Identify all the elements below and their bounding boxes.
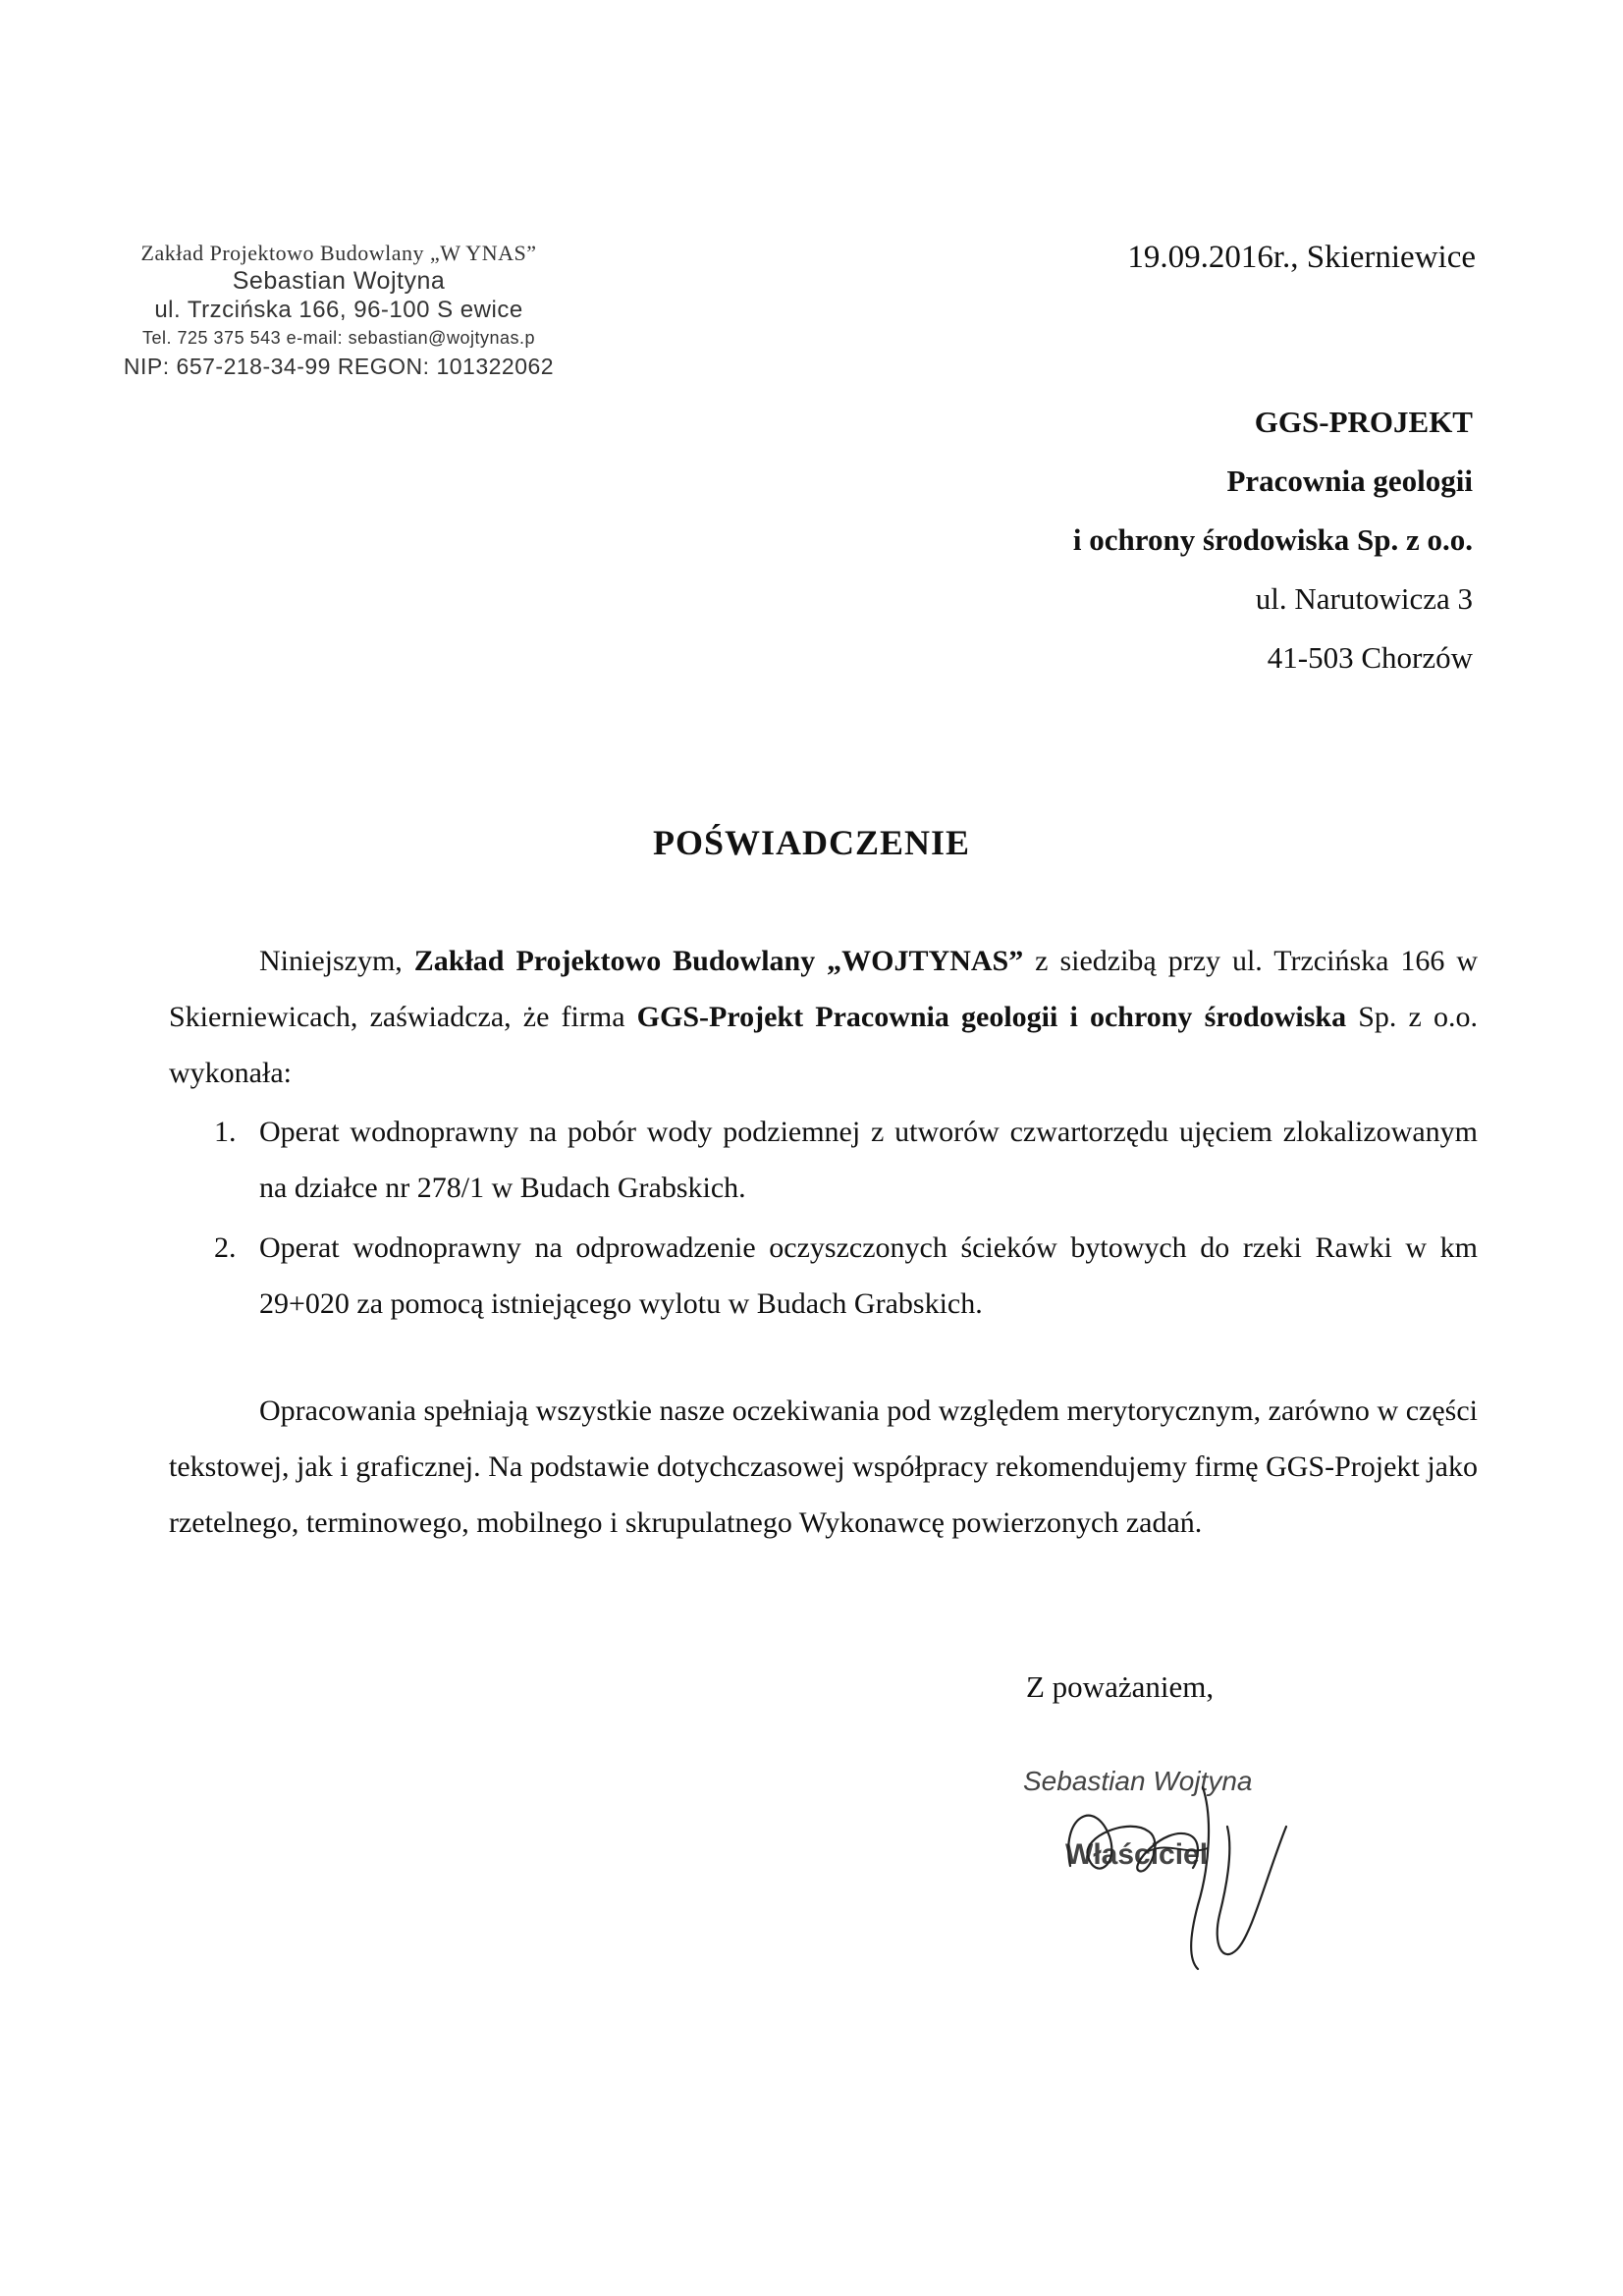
signature-stamp-name: Sebastian Wojtyna bbox=[1023, 1766, 1253, 1796]
recipient-line2: Pracownia geologii bbox=[1226, 464, 1473, 498]
stamp-company: Zakład Projektowo Budowlany „W YNAS” bbox=[140, 241, 537, 265]
recipient-line3: i ochrony środowiska Sp. z o.o. bbox=[1072, 522, 1473, 557]
list-item bbox=[169, 1220, 1478, 1332]
recommendation-paragraph bbox=[169, 1383, 1478, 1551]
handwritten-signature-icon bbox=[1001, 1758, 1355, 1984]
recipient-city: 41-503 Chorzów bbox=[1267, 640, 1473, 675]
list-item-text: Operat wodnoprawny na odprowadzenie oczyszczonych ścieków bytowych do rzeki Rawki w km 29+020 za pomocą istniejącego wylotu w Budach Grabskich. bbox=[259, 1231, 1478, 1320]
list-item-number: 2. bbox=[214, 1231, 237, 1264]
intro-text-1: Niniejszym, bbox=[259, 945, 414, 977]
intro-text-3: Sp. z o.o. wykonała: bbox=[169, 1001, 1479, 1089]
recipient-street: ul. Narutowicza 3 bbox=[1255, 581, 1473, 616]
stamp-tax-ids: NIP: 657-218-34-99 REGON: 101322062 bbox=[123, 354, 555, 379]
list-item-text: Operat wodnoprawny na pobór wody podziemnej z utworów czwartorzędu ujęciem zlokalizowanym na działce nr 278/1 w Budach Grabskich. bbox=[259, 1116, 1478, 1204]
stamp-contact: Tel. 725 375 543 e-mail: sebastian@wojtynas.p bbox=[142, 328, 535, 348]
recipient-name: GGS-PROJEKT bbox=[1254, 405, 1473, 439]
recipient-address bbox=[1073, 393, 1473, 687]
recommendation-text: Opracowania spełniają wszystkie nasze oczekiwania pod względem merytorycznym, zarówno w części tekstowej, jak i graficznej. Na podstawie dotychczasowej współpracy rekomendujemy firmę GGS-Projekt jako rzetelnego, terminowego, mobilnego i skrupulatnego Wykonawcę powierzonych zadań. bbox=[169, 1394, 1478, 1539]
signature-block bbox=[1001, 1758, 1355, 1984]
list-item-number: 1. bbox=[214, 1116, 237, 1148]
stamp-owner: Sebastian Wojtyna bbox=[232, 267, 446, 295]
work-list bbox=[169, 1104, 1478, 1332]
letter-date: 19.09.2016r., Skierniewice bbox=[1127, 240, 1476, 275]
list-item bbox=[169, 1104, 1478, 1216]
intro-contractor-name: GGS-Projekt Pracownia geologii i ochrony środowiska bbox=[636, 1001, 1347, 1033]
closing-salutation: Z poważaniem, bbox=[1026, 1669, 1215, 1704]
signature-stamp-role: Właściciel bbox=[1065, 1838, 1209, 1871]
intro-company-name: Zakład Projektowo Budowlany „WOJTYNAS” bbox=[413, 945, 1024, 977]
sender-stamp bbox=[98, 239, 579, 381]
stamp-address: ul. Trzcińska 166, 96-100 S ewice bbox=[154, 297, 523, 323]
intro-paragraph bbox=[169, 933, 1478, 1101]
intro-text-2: z siedzibą przy ul. Trzcińska 166 w Skierniewicach, zaświadcza, że firma bbox=[169, 945, 1479, 1033]
document-title: POŚWIADCZENIE bbox=[652, 823, 971, 862]
